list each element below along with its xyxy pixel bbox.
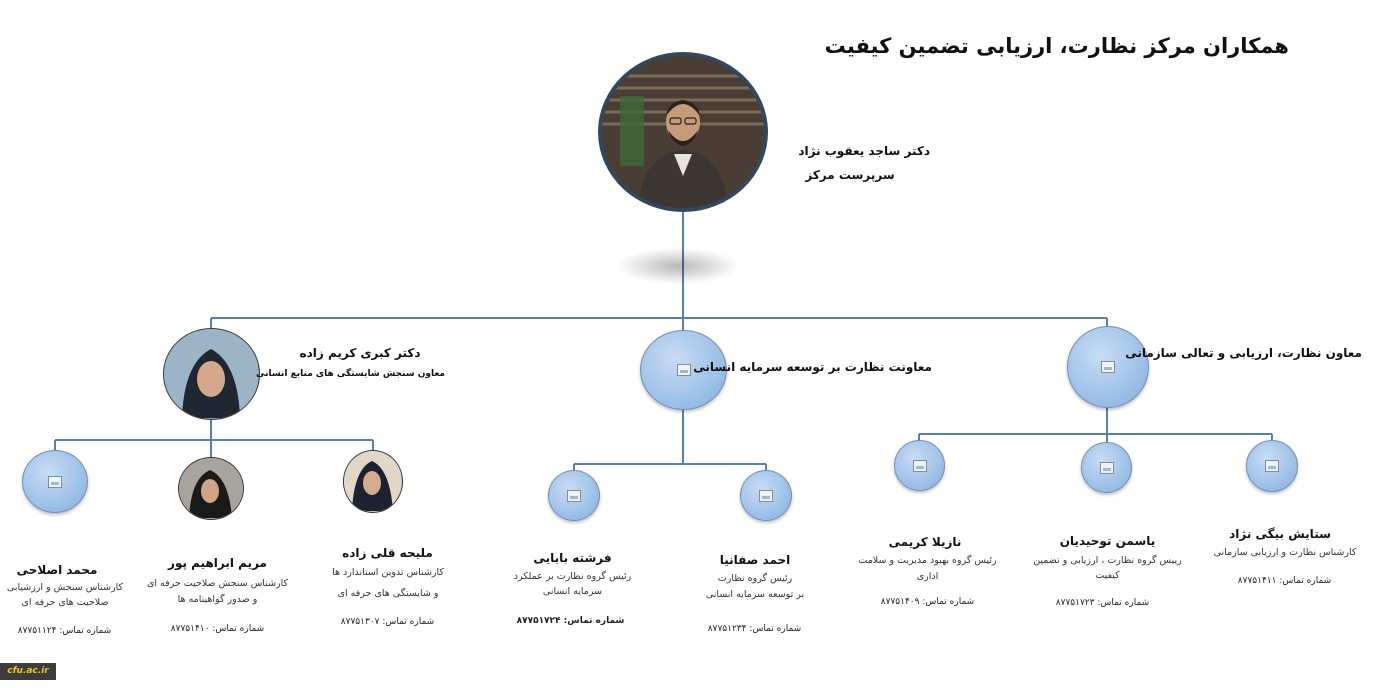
page-title: همکاران مرکز نظارت، ارزیابی تضمین کیفیت bbox=[824, 34, 1289, 58]
image-placeholder-icon bbox=[48, 476, 62, 488]
member-desc: بر توسعه سرمایه انسانی bbox=[705, 589, 805, 600]
head-avatar bbox=[598, 52, 768, 212]
member-desc: کارشناس نظارت و ارزیابی سازمانی bbox=[1213, 547, 1357, 558]
right-branch-name: معاون نظارت، ارزیابی و تعالی سازمانی bbox=[1125, 346, 1362, 360]
member-avatar bbox=[178, 457, 244, 520]
site-logo: cfu.ac.ir bbox=[0, 663, 56, 680]
member-name: فرشته بابایی bbox=[533, 551, 612, 565]
left-branch-role: معاون سنجش شایستگی های منابع انسانی bbox=[256, 369, 445, 379]
member-name: یاسمن توحیدیان bbox=[1059, 534, 1156, 548]
member-node bbox=[894, 440, 945, 491]
image-placeholder-icon bbox=[1265, 460, 1279, 472]
member-name: احمد صفانیا bbox=[719, 553, 791, 567]
member-desc: و شایستگی های حرفه ای bbox=[337, 588, 439, 599]
member-desc: اداری bbox=[916, 571, 939, 582]
left-branch-avatar bbox=[163, 328, 260, 420]
member-desc: کارشناس سنجش و ارزشیابی bbox=[6, 582, 124, 593]
image-placeholder-icon bbox=[567, 490, 581, 502]
person-portrait-icon bbox=[179, 458, 242, 518]
member-desc: سرمایه انسانی bbox=[542, 586, 603, 597]
image-placeholder-icon bbox=[677, 364, 691, 376]
left-branch-name: دکتر کبری کریم زاده bbox=[299, 346, 421, 360]
member-desc: صلاحیت های حرفه ای bbox=[21, 597, 109, 608]
image-placeholder-icon bbox=[913, 460, 927, 472]
person-portrait-icon bbox=[164, 329, 258, 418]
member-name: نازیلا کریمی bbox=[888, 535, 962, 549]
member-name: ستایش بیگی نژاد bbox=[1229, 527, 1331, 541]
member-desc: رئیس گروه نظارت بر عملکرد bbox=[513, 571, 632, 582]
member-node bbox=[740, 470, 792, 521]
member-phone: شماره تماس: ۸۷۷۵۱۴۱۱ bbox=[1237, 576, 1332, 586]
member-desc: رییس گروه نظارت ، ارزیابی و تضمین bbox=[1033, 555, 1182, 566]
member-phone: شماره تماس: ۸۷۷۵۱۱۲۴ bbox=[17, 626, 112, 636]
member-phone: شماره تماس: ۸۷۷۵۱۴۰۹ bbox=[880, 597, 975, 607]
member-name: ملیحه قلی زاده bbox=[342, 546, 433, 560]
member-name: محمد اصلاحی bbox=[16, 563, 98, 577]
image-placeholder-icon bbox=[759, 490, 773, 502]
person-portrait-icon bbox=[344, 451, 401, 511]
member-phone: شماره تماس: ۸۷۷۵۱۷۲۴ bbox=[516, 616, 625, 626]
right-branch-node bbox=[1067, 326, 1149, 408]
head-name: دکتر ساجد یعقوب نژاد bbox=[798, 144, 930, 158]
member-desc: کارشناس تدوین استاندارد ها bbox=[332, 567, 444, 578]
member-desc: رئیس گروه بهبود مدیریت و سلامت bbox=[858, 555, 997, 566]
member-avatar bbox=[343, 450, 403, 513]
member-phone: شماره تماس: ۸۷۷۵۱۳۰۷ bbox=[340, 617, 435, 627]
head-role: سرپرست مرکز bbox=[805, 168, 895, 182]
member-phone: شماره تماس: ۸۷۷۵۱۴۱۰ bbox=[170, 624, 265, 634]
image-placeholder-icon bbox=[1100, 462, 1114, 474]
member-node bbox=[22, 450, 88, 513]
member-name: مریم ابراهیم پور bbox=[168, 556, 267, 570]
image-placeholder-icon bbox=[1101, 361, 1115, 373]
member-node bbox=[1246, 440, 1298, 492]
member-node bbox=[548, 470, 600, 521]
member-desc: رئیس گروه نظارت bbox=[717, 573, 793, 584]
head-portrait-icon bbox=[602, 56, 764, 208]
middle-branch-name: معاونت نظارت بر توسعه سرمایه انسانی bbox=[693, 360, 932, 374]
member-node bbox=[1081, 442, 1132, 493]
member-desc: کارشناس سنجش صلاحیت حرفه ای bbox=[146, 578, 289, 589]
member-desc: کیفیت bbox=[1095, 570, 1120, 581]
head-shadow bbox=[618, 248, 738, 284]
member-desc: و صدور گواهینامه ها bbox=[177, 594, 258, 605]
member-phone: شماره تماس: ۸۷۷۵۱۷۲۳ bbox=[1055, 598, 1150, 608]
member-phone: شماره تماس: ۸۷۷۵۱۲۳۴ bbox=[707, 624, 802, 634]
